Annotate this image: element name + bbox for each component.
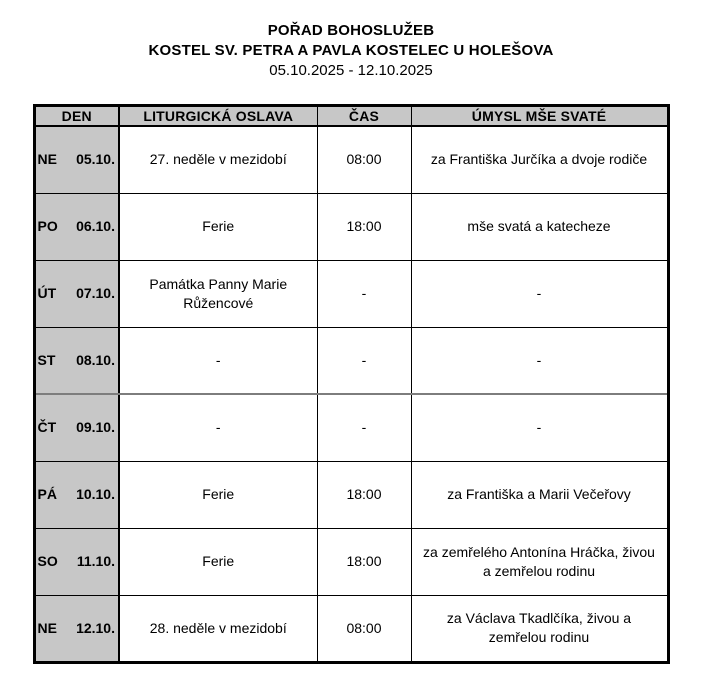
intention-cell: mše svatá a katecheze	[411, 193, 668, 260]
day-wrap	[38, 351, 116, 370]
day-cell	[34, 327, 119, 394]
celebration-cell: Památka Panny Marie Růžencové	[119, 260, 317, 327]
schedule-table	[33, 104, 670, 664]
table-header-row	[34, 106, 668, 127]
day-cell	[34, 461, 119, 528]
day-wrap	[38, 418, 116, 437]
day-cell	[34, 260, 119, 327]
day-date: 12.10.	[76, 619, 115, 636]
celebration-cell: -	[119, 327, 317, 394]
date-range: 05.10.2025 - 12.10.2025	[269, 62, 433, 79]
day-date: 05.10.	[76, 151, 115, 168]
schedule-row	[34, 461, 668, 528]
time-cell: 08:00	[317, 595, 411, 662]
day-wrap	[38, 619, 116, 638]
day-date: 11.10.	[76, 553, 115, 569]
day-cell	[34, 193, 119, 260]
schedule-row	[34, 327, 668, 394]
day-abbreviation: ST	[37, 351, 56, 368]
celebration-cell: Ferie	[119, 528, 317, 595]
celebration-cell: Ferie	[119, 461, 317, 528]
time-cell: 18:00	[317, 528, 411, 595]
church-name: KOSTEL SV. PETRA A PAVLA KOSTELEC U HOLEŠOVA	[148, 42, 554, 59]
day-date: 08.10.	[76, 351, 115, 368]
time-cell: 18:00	[317, 461, 411, 528]
schedule-row	[34, 260, 668, 327]
time-cell: -	[317, 327, 411, 394]
day-wrap	[38, 284, 116, 303]
day-wrap	[38, 217, 116, 236]
day-wrap	[38, 150, 116, 169]
day-abbreviation: NE	[37, 619, 57, 636]
day-cell	[34, 528, 119, 595]
day-wrap	[38, 552, 116, 571]
day-abbreviation: ČT	[37, 419, 57, 436]
intention-cell: za zemřelého Antonína Hráčka, živou a zemřelou rodinu	[411, 528, 668, 595]
day-abbreviation: PO	[37, 218, 58, 234]
day-cell	[34, 126, 119, 193]
day-date: 09.10.	[76, 419, 115, 436]
day-cell	[34, 595, 119, 662]
intention-cell: za Františka a Marii Večeřovy	[411, 461, 668, 528]
time-cell: -	[317, 260, 411, 327]
day-date: 06.10.	[76, 218, 115, 234]
intention-cell: -	[411, 260, 668, 327]
day-date: 10.10.	[76, 486, 115, 502]
schedule-row	[34, 193, 668, 260]
day-abbreviation: NE	[37, 151, 57, 168]
schedule-table-body	[34, 126, 668, 662]
time-cell: 18:00	[317, 193, 411, 260]
celebration-cell: 28. neděle v mezidobí	[119, 595, 317, 662]
day-wrap	[38, 485, 116, 504]
intention-cell: -	[411, 327, 668, 394]
column-header-celebration: LITURGICKÁ OSLAVA	[119, 106, 317, 127]
intention-cell: za Františka Jurčíka a dvoje rodiče	[411, 126, 668, 193]
column-header-time: ČAS	[317, 106, 411, 127]
celebration-cell: -	[119, 394, 317, 461]
intention-cell: za Václava Tkadlčíka, živou a zemřelou rodinu	[446, 610, 632, 645]
column-header-day: DEN	[34, 106, 119, 127]
schedule-row	[34, 126, 668, 193]
column-header-intention: ÚMYSL MŠE SVATÉ	[411, 106, 668, 127]
intention-cell: -	[411, 394, 668, 461]
schedule-row	[34, 528, 668, 595]
celebration-cell: 27. neděle v mezidobí	[119, 126, 317, 193]
day-abbreviation: SO	[37, 553, 58, 569]
celebration-cell: Ferie	[119, 193, 317, 260]
day-cell	[34, 394, 119, 461]
time-cell: 08:00	[317, 126, 411, 193]
day-abbreviation: ÚT	[37, 285, 57, 301]
time-cell: -	[317, 394, 411, 461]
schedule-row	[34, 394, 668, 461]
day-date: 07.10.	[76, 285, 115, 301]
schedule-row	[34, 595, 668, 662]
day-abbreviation: PÁ	[37, 486, 57, 502]
document-header	[0, 0, 702, 81]
page-title: POŘAD BOHOSLUŽEB	[267, 22, 435, 39]
